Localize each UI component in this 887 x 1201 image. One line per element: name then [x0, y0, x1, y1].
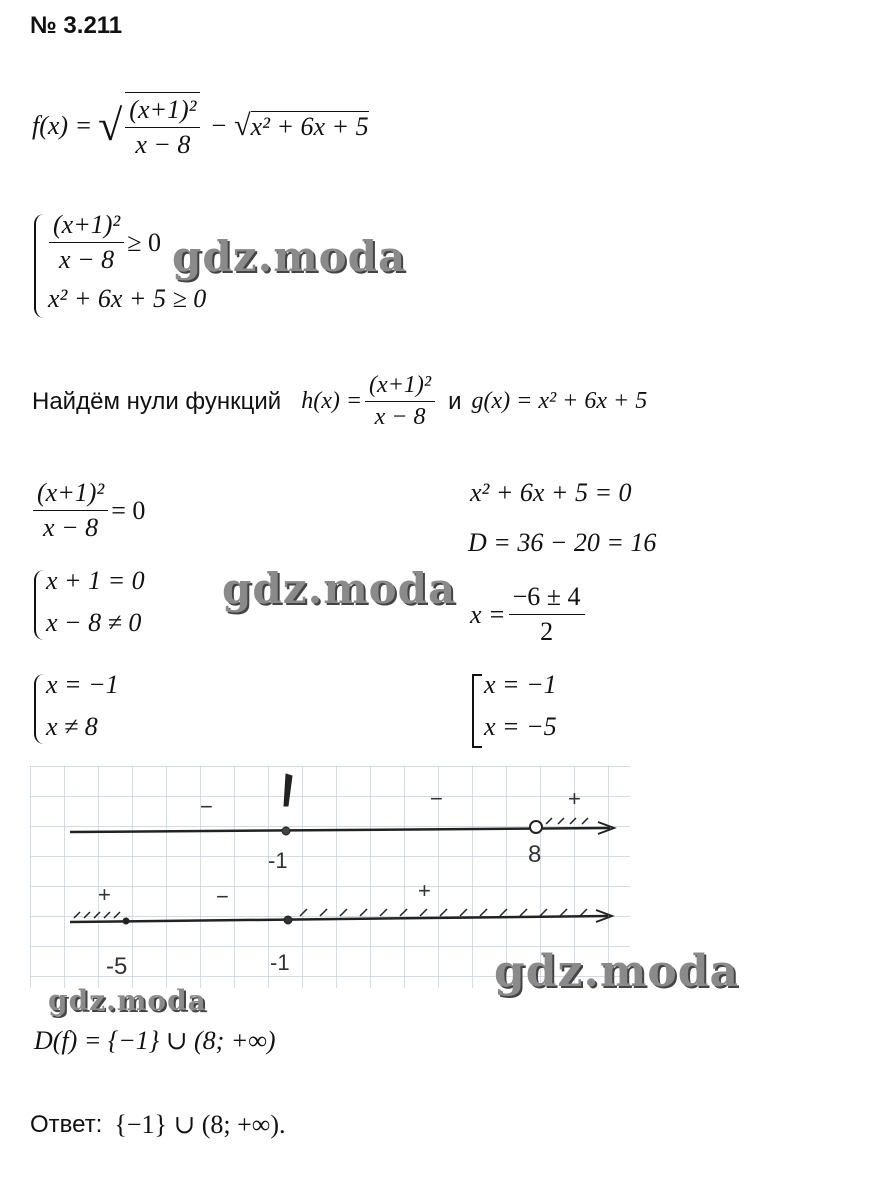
- zero-equation-denominator: x − 8: [43, 513, 99, 542]
- system1-rhs: ≥ 0: [127, 227, 161, 257]
- line1-sign-minus-2: −: [430, 786, 443, 811]
- minus-sign: −: [211, 111, 227, 140]
- line2-sign-plus-2: +: [418, 878, 431, 903]
- sqrt2-expression: x² + 6x + 5: [250, 111, 369, 141]
- system2-row1: x + 1 = 0: [46, 566, 145, 595]
- line2-sign-plus-1: +: [98, 882, 111, 907]
- system1-denominator: x − 8: [59, 245, 115, 274]
- sqrt-sign-2: √: [234, 109, 251, 142]
- zero-equation: [30, 478, 145, 543]
- problem-number: № 3.211: [30, 12, 123, 39]
- watermark: gdz.moda: [172, 232, 407, 281]
- watermark: gdz.moda: [494, 946, 740, 997]
- watermark: gdz.moda: [48, 984, 207, 1017]
- roots-bracket: [472, 674, 482, 748]
- zeros-intro-text: Найдём нули функций: [32, 387, 282, 415]
- system2-brace: [34, 570, 44, 640]
- roots-fraction: [509, 582, 585, 647]
- answer-value: {−1} ∪ (8; +∞).: [114, 1110, 286, 1139]
- g-definition: g(x) = x² + 6x + 5: [471, 388, 648, 414]
- system1-numerator: (x+1)²: [49, 210, 124, 243]
- h-numerator: (x+1)²: [365, 372, 435, 402]
- roots-lhs: x =: [470, 599, 506, 629]
- h-denominator: x − 8: [374, 404, 426, 430]
- zeros-intro: [32, 372, 647, 431]
- zero-equation-rhs: = 0: [111, 495, 146, 525]
- line1-label-minus-1: -1: [268, 848, 288, 873]
- roots-numerator: −6 ± 4: [509, 582, 585, 615]
- roots-denominator: 2: [540, 617, 554, 646]
- system1-row1: [46, 210, 161, 275]
- line2-label-minus-1: -1: [270, 950, 290, 975]
- system3-brace: [34, 674, 44, 744]
- sqrt1-fraction: [125, 92, 200, 160]
- system2-row2: x − 8 ≠ 0: [46, 608, 142, 637]
- domain-result: D(f) = {−1} ∪ (8; +∞): [34, 1026, 276, 1055]
- watermark: gdz.moda: [222, 564, 457, 613]
- sqrt-sign: √: [98, 101, 123, 150]
- sqrt1-numerator: (x+1)²: [125, 95, 200, 128]
- roots-row2: x = −5: [484, 712, 557, 741]
- answer-label: Ответ:: [30, 1111, 103, 1138]
- sqrt1-denominator: x − 8: [135, 130, 191, 159]
- roots-row1: x = −1: [484, 670, 557, 699]
- function-definition: [32, 92, 369, 160]
- zero-equation-fraction: [33, 478, 108, 543]
- line1-label-8: 8: [528, 841, 542, 868]
- system3-row2: x ≠ 8: [46, 712, 98, 741]
- system3-row1: x = −1: [46, 670, 119, 699]
- system1-brace: [34, 214, 44, 318]
- line1-sign-minus-1: −: [200, 794, 213, 819]
- discriminant: D = 36 − 20 = 16: [468, 528, 657, 557]
- line1-sign-plus: +: [568, 786, 581, 811]
- h-lhs: h(x) =: [301, 388, 363, 414]
- system1-row2: x² + 6x + 5 ≥ 0: [48, 284, 207, 313]
- and-word: и: [448, 387, 462, 415]
- h-fraction: [365, 372, 435, 431]
- quadratic-equation: x² + 6x + 5 = 0: [470, 478, 632, 507]
- function-lhs: f(x) =: [32, 111, 93, 140]
- zero-equation-numerator: (x+1)²: [33, 478, 108, 511]
- system1-fraction: [49, 210, 124, 275]
- line2-sign-minus: −: [216, 884, 229, 909]
- answer: [30, 1110, 286, 1140]
- roots-formula: [470, 582, 588, 647]
- line2-label-minus-5: -5: [106, 953, 128, 980]
